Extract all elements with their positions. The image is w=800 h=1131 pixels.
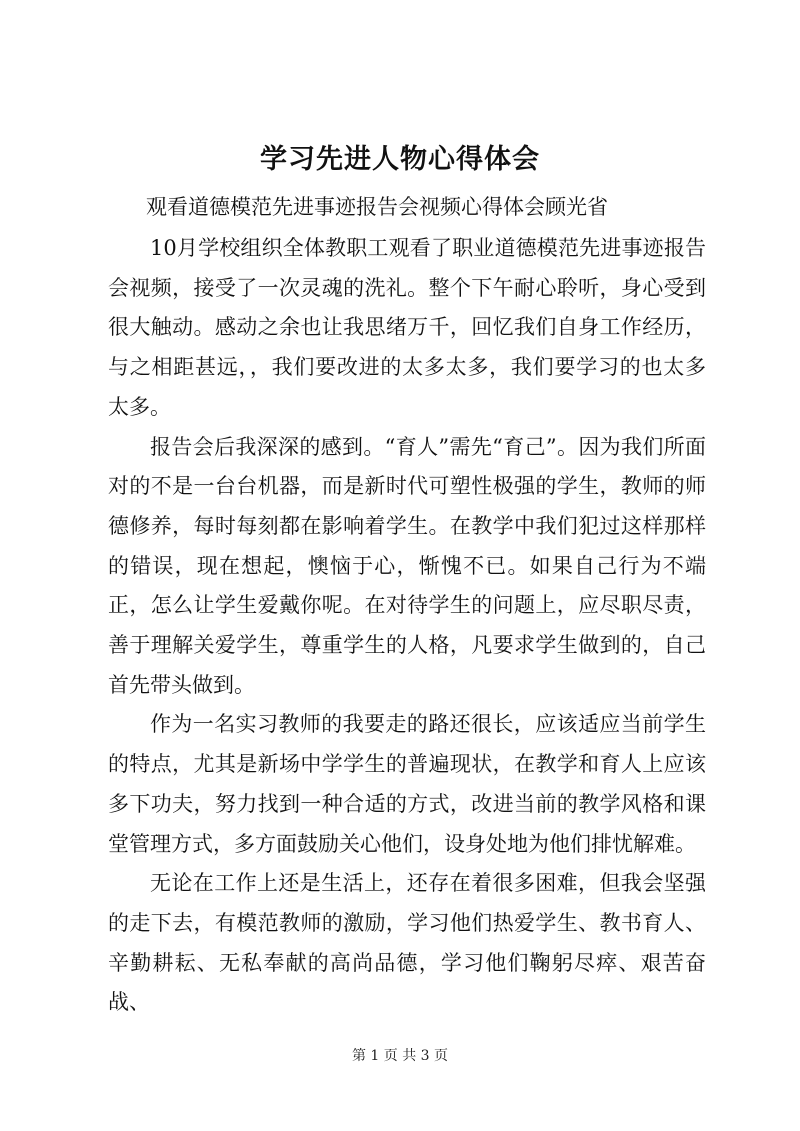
document-subtitle: 观看道德模范先进事迹报告会视频心得体会顾光省 [146,195,608,219]
paragraph: 作为一名实习教师的我要走的路还很长，应该适应当前学生的特点，尤其是新场中学学生的普遍现状，在教学和育人上应该多下功夫，努力找到一种合适的方式，改进当前的教学风格和课堂管理方式，多方面鼓励关心他们，设身处地为他们排忧解难。 [108,712,706,856]
paragraph: 无论在工作上还是生活上，还存在着很多困难，但我会坚强的走下去，有模范教师的激励，学习他们热爱学生、教书育人、辛勤耕耘、无私奉献的高尚品德，学习他们鞠躬尽瘁、艰苦奋战、 [108,871,706,1015]
document-title: 学习先进人物心得体会 [260,144,540,175]
paragraph: 报告会后我深深的感到。“育人”需先“育己”。因为我们所面对的不是一台台机器，而是新时代可塑性极强的学生，教师的师德修养，每时每刻都在影响着学生。在教学中我们犯过这样那样的错误，现在想起，懊恼于心，惭愧不已。如果自己行为不端正，怎么让学生爱戴你呢。在对待学生的问题上，应尽职尽责，善于理解关爱学生，尊重学生的人格，凡要求学生做到的，自己首先带头做到。 [108,434,706,697]
paragraph: 10月学校组织全体教职工观看了职业道德模范先进事迹报告会视频，接受了一次灵魂的洗礼。整个下午耐心聆听，身心受到很大触动。感动之余也让我思绪万千，回忆我们自身工作经历，与之相距甚远，，我们要改进的太多太多，我们要学习的也太多太多。 [108,236,706,419]
page-number-footer: 第 1 页 共 3 页 [351,1048,449,1064]
document-body [108,229,706,1023]
